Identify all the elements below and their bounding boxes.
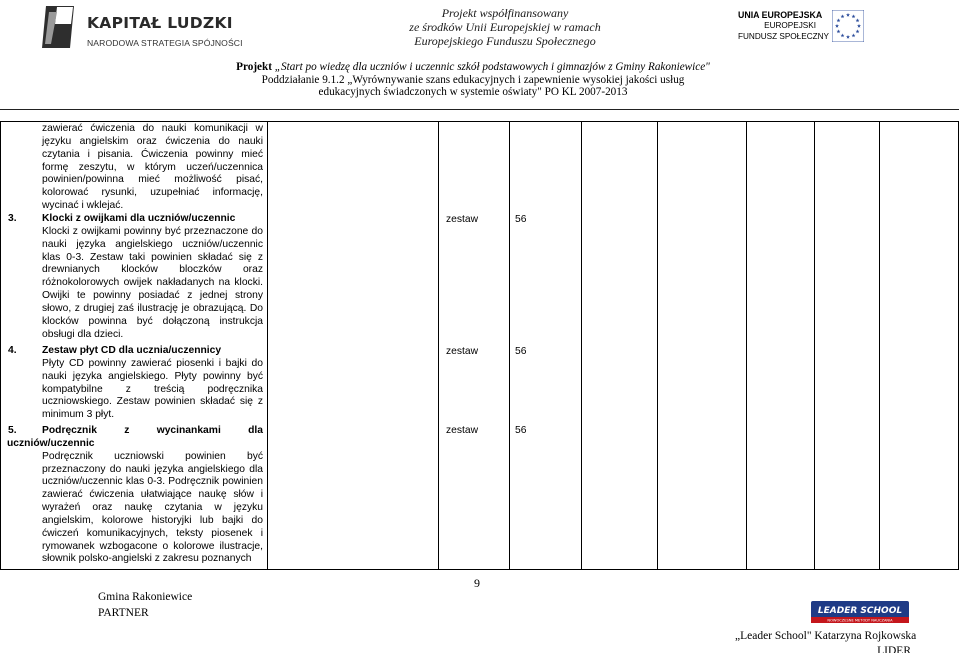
item-description: Podręcznik uczniowski powinien być przeznaczony do nauki języka angielskiego dla uczniów/uczennic klas 0-3. Podręcznik powinien zawierać ćwiczenia ułatwiające naukę słów i wyrażeń oraz naukę czytania w języku angielskim, kolorowe historyjki lub bajki do ćwiczeń komunikacyjnych, teksty piosenek i rymowanek wzbogacone o kolorowe ilustracje, słownik polsko-angielski z zakresu poznanych — [42, 450, 263, 565]
table-row — [7, 345, 263, 422]
table-top-border — [0, 121, 959, 122]
col-border — [746, 121, 747, 570]
col-border — [879, 121, 880, 570]
table-row — [7, 425, 263, 566]
item-number: 3. — [8, 213, 17, 224]
col-border — [267, 121, 268, 570]
leader-school-logo-tagline: NOWOCZESNE METODY NAUCZANIA — [827, 618, 893, 623]
leader-school-logo — [811, 601, 909, 623]
item-description: Płyty CD powinny zawierać piosenki i bajki do nauki języka angielskiego. Płyty powinny być kompatybilne z treścią podręcznika uczniowskiego. Zestaw powinien składać się z minimum 3 płyt. — [42, 357, 263, 421]
project-title: „Start po wiedzę dla uczniów i uczennic szkół podstawowych i gimnazjów z Gminy Rakoniewice" — [274, 61, 710, 73]
cofinancing-note — [355, 7, 655, 48]
eu-fund-line: FUNDUSZ SPOŁECZNY — [738, 31, 829, 41]
item-heading — [7, 345, 263, 358]
col-border — [509, 121, 510, 570]
project-measure-line: Poddziałanie 9.1.2 „Wyrównywanie szans edukacyjnych i zapewnienie wysokiej jakości usług — [261, 73, 685, 86]
item-number: 4. — [8, 345, 17, 356]
eu-name: UNIA EUROPEJSKA — [738, 10, 823, 20]
logo-title: KAPITAŁ LUDZKI — [87, 14, 233, 32]
page-number: 9 — [474, 576, 480, 590]
logo-subtitle: NARODOWA STRATEGIA SPÓJNOŚCI — [87, 38, 243, 48]
item-title: Zestaw płyt CD dla ucznia/uczennicy — [42, 345, 222, 356]
col-border — [0, 121, 1, 570]
cofinancing-line: Europejskiego Funduszu Społecznego — [414, 33, 596, 48]
header-divider — [0, 109, 959, 110]
partner-name: Gmina Rakoniewice — [98, 591, 193, 603]
partner-role: PARTNER — [98, 607, 149, 619]
kapital-ludzki-logo — [40, 4, 250, 52]
project-title-line — [236, 61, 710, 74]
item-quantity: 56 — [515, 425, 527, 436]
item-description: zawierać ćwiczenia do nauki komunikacji w języku angielskim oraz ćwiczenia do nauki czytania i pisania. Ćwiczenia powinny mieć formę zeszytu, w którym uczeń/uczennica powinien/powinna mieć możliwość pisać, kolorować rysunki, uzupełniać informację, wycinać i wklejać. — [42, 123, 263, 212]
item-title: Klocki z owijkami dla uczniów/uczennic — [42, 213, 236, 224]
table-bottom-border — [0, 569, 959, 570]
item-unit: zestaw — [446, 346, 479, 357]
item-heading — [7, 213, 263, 226]
cofinancing-line: ze środków Unii Europejskiej w ramach — [409, 19, 601, 34]
col-border — [581, 121, 582, 570]
kapital-ludzki-emblem-icon — [40, 4, 78, 50]
eu-logo — [738, 10, 938, 44]
leader-school-logo-text: LEADER SCHOOL — [817, 606, 903, 616]
item-heading — [7, 425, 263, 451]
item-title: Podręcznik z wycinankami dla uczniów/uczennic — [7, 425, 263, 449]
table-row — [7, 213, 263, 341]
table-row — [7, 123, 263, 213]
project-info — [236, 61, 710, 99]
item-quantity: 56 — [515, 346, 527, 357]
eu-stars-icon — [832, 10, 864, 42]
eu-fund-line: EUROPEJSKI — [764, 20, 816, 30]
project-measure-line: edukacyjnych świadczonych w systemie oświaty" PO KL 2007-2013 — [318, 86, 628, 99]
partner-block — [98, 589, 192, 621]
item-quantity: 56 — [515, 214, 527, 225]
col-border — [438, 121, 439, 570]
leader-name: „Leader School" Katarzyna Rojkowska — [735, 630, 917, 642]
item-unit: zestaw — [446, 214, 479, 225]
col-border — [657, 121, 658, 570]
item-unit: zestaw — [446, 425, 479, 436]
leader-role: LIDER — [877, 644, 911, 653]
specification-table — [0, 121, 959, 570]
item-number: 5. — [8, 425, 17, 436]
cofinancing-line: Projekt współfinansowany — [441, 6, 569, 20]
leader-block — [735, 629, 917, 653]
project-prefix: Projekt — [236, 61, 272, 73]
col-border — [814, 121, 815, 570]
item-description: Klocki z owijkami powinny być przeznaczone do nauki języka angielskiego uczniów/uczennic klas 0-3. Zestaw taki powinien składać się z drewnianych klocków bloczków oraz różnokolorowych owijek nakładanych na klocki. Owijki te powinny posiadać z jednej strony słowo, z drugiej zaś ilustrację je obrazującą. Do klocków powinna być dołączoną instrukcja obsługi dla dzieci. — [42, 225, 263, 340]
eu-logo-text — [738, 10, 829, 42]
